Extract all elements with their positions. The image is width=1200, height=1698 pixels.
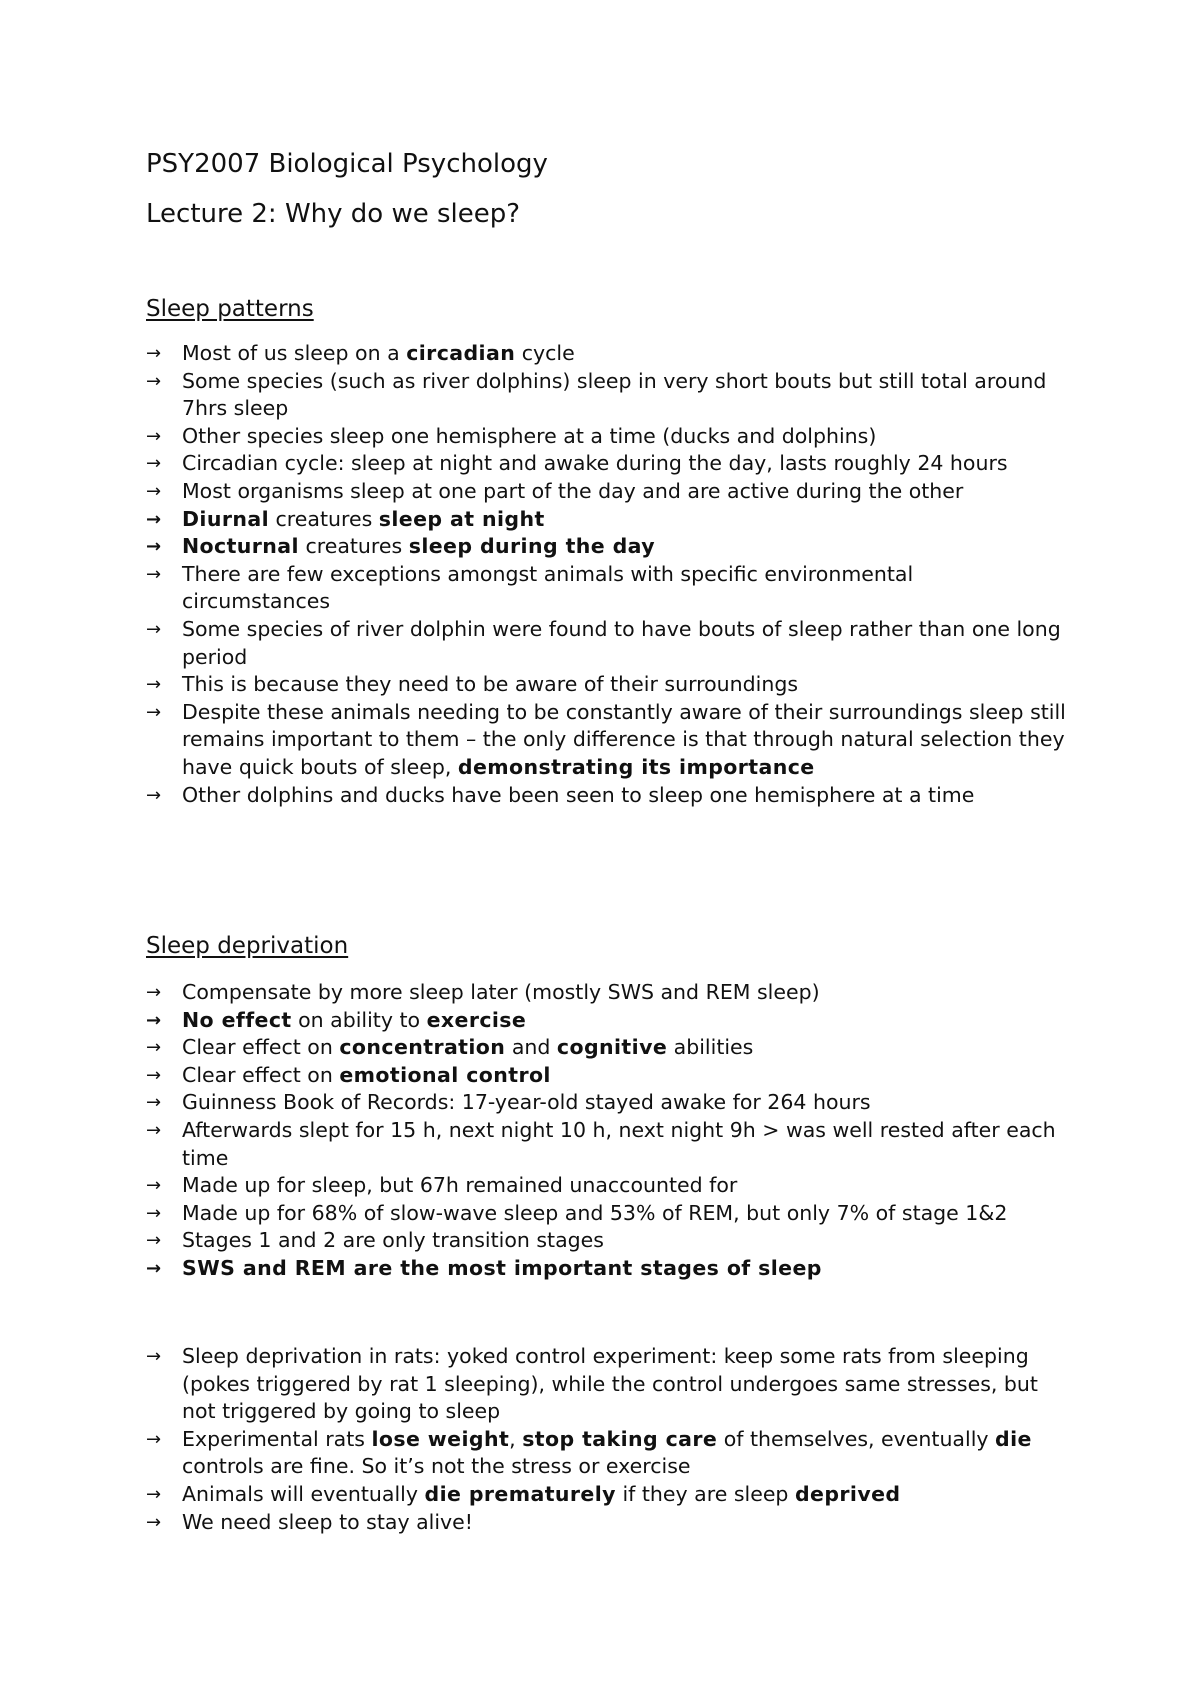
text: , xyxy=(509,1426,523,1451)
bold-text: sleep during the day xyxy=(408,534,656,559)
text: Circadian cycle: sleep at night and awake during the day, lasts roughly 24 hours xyxy=(182,451,1008,476)
text: Made up for sleep, but 67h remained unaccounted for xyxy=(182,1173,738,1198)
list-item xyxy=(146,1200,1066,1228)
section-heading-sleep-deprivation: Sleep deprivation xyxy=(146,933,349,959)
arrow-bullet-icon: → xyxy=(146,1483,162,1505)
bold-text: die prematurely xyxy=(424,1481,616,1506)
list-item xyxy=(146,1172,1066,1200)
text: Some species (such as river dolphins) sleep in very short bouts but still total around 7hrs sleep xyxy=(182,368,1047,421)
bold-text: exercise xyxy=(426,1007,527,1032)
text: Made up for 68% of slow-wave sleep and 53% of REM, but only 7% of stage 1&2 xyxy=(182,1200,1008,1225)
text: Most organisms sleep at one part of the day and are active during the other xyxy=(182,478,964,503)
text: cycle xyxy=(515,341,575,365)
arrow-bullet-icon: → xyxy=(146,425,162,447)
arrow-bullet-icon: → xyxy=(146,1175,162,1197)
text: Despite these animals needing to be constantly aware of their surroundings sleep still remains important to them – the only difference is that through natural selection they have quick bouts of sleep, xyxy=(182,699,1066,779)
arrow-bullet-icon: → xyxy=(146,1119,162,1141)
list-item xyxy=(146,1089,1066,1117)
list-item xyxy=(146,699,1066,782)
arrow-bullet-icon: → xyxy=(146,982,162,1003)
text: and xyxy=(505,1035,557,1060)
arrow-bullet-icon: → xyxy=(146,1257,162,1279)
section-heading-sleep-patterns: Sleep patterns xyxy=(146,296,314,322)
text: if they are sleep xyxy=(615,1481,795,1506)
list-item xyxy=(146,1227,1066,1255)
arrow-bullet-icon: → xyxy=(146,370,162,392)
arrow-bullet-icon: → xyxy=(146,701,162,723)
text: We need sleep to stay alive! xyxy=(182,1509,474,1534)
text: Sleep deprivation in rats: yoked control experiment: keep some rats from sleeping (pokes triggered by rat 1 sleeping), while the control undergoes same stresses, but not triggered by going to sleep xyxy=(182,1344,1038,1424)
text: Some species of river dolphin were found to have bouts of sleep rather than one long period xyxy=(182,616,1061,669)
list-item xyxy=(146,1117,1066,1172)
arrow-bullet-icon: → xyxy=(146,536,162,558)
sleep-deprivation-rats-list xyxy=(146,1343,1066,1536)
list-item xyxy=(146,1255,1066,1283)
arrow-bullet-icon: → xyxy=(146,1346,162,1367)
sleep-deprivation-list xyxy=(146,979,1066,1283)
text: controls are fine. So it’s not the stress or exercise xyxy=(182,1454,691,1479)
text: creatures xyxy=(269,506,379,531)
text: Most of us sleep on a xyxy=(182,341,407,365)
arrow-bullet-icon: → xyxy=(146,784,162,806)
arrow-bullet-icon: → xyxy=(146,1037,162,1059)
text: Compensate by more sleep later (mostly SWS and REM sleep) xyxy=(182,980,820,1004)
list-item xyxy=(146,506,1066,534)
arrow-bullet-icon: → xyxy=(146,1009,162,1031)
list-item xyxy=(146,1062,1066,1090)
text: Animals will eventually xyxy=(182,1481,425,1506)
list-item xyxy=(146,1007,1066,1035)
arrow-bullet-icon: → xyxy=(146,563,162,585)
list-item xyxy=(146,478,1066,506)
bold-text: stop taking care xyxy=(522,1426,718,1451)
list-item xyxy=(146,979,1066,1007)
list-item xyxy=(146,1481,1066,1509)
arrow-bullet-icon: → xyxy=(146,1092,162,1114)
text: Afterwards slept for 15 h, next night 10 h, next night 9h > was well rested after each time xyxy=(182,1117,1056,1170)
text: Guinness Book of Records: 17-year-old stayed awake for 264 hours xyxy=(182,1090,871,1115)
text: Experimental rats xyxy=(182,1426,372,1451)
arrow-bullet-icon: → xyxy=(146,508,162,530)
list-item xyxy=(146,368,1066,423)
list-item xyxy=(146,1426,1066,1481)
arrow-bullet-icon: → xyxy=(146,1202,162,1224)
text: creatures xyxy=(298,534,409,559)
bold-text: demonstrating its importance xyxy=(457,754,815,779)
arrow-bullet-icon: → xyxy=(146,453,162,475)
text: There are few exceptions amongst animals with specific environmental circumstances xyxy=(182,561,914,614)
text: of themselves, eventually xyxy=(717,1426,996,1451)
bold-text: cognitive xyxy=(556,1035,668,1060)
bold-text: lose weight xyxy=(371,1426,510,1451)
bold-text: Diurnal xyxy=(182,506,270,531)
bold-text: emotional control xyxy=(339,1062,551,1087)
arrow-bullet-icon: → xyxy=(146,480,162,502)
bold-text: No effect xyxy=(182,1007,292,1032)
bold-text: sleep at night xyxy=(378,506,545,531)
arrow-bullet-icon: → xyxy=(146,1428,162,1450)
text: abilities xyxy=(667,1035,754,1060)
text: Clear effect on xyxy=(182,1035,340,1060)
bold-text: circadian xyxy=(406,341,516,365)
text: Clear effect on xyxy=(182,1062,340,1087)
bold-text: concentration xyxy=(339,1035,506,1060)
text: Other dolphins and ducks have been seen to sleep one hemisphere at a time xyxy=(182,782,975,807)
arrow-bullet-icon: → xyxy=(146,1064,162,1086)
arrow-bullet-icon: → xyxy=(146,1511,162,1533)
list-item xyxy=(146,340,1066,368)
sleep-patterns-list xyxy=(146,340,1066,809)
text: This is because they need to be aware of their surroundings xyxy=(182,672,799,697)
list-item xyxy=(146,1509,1066,1537)
bold-text: die xyxy=(995,1426,1032,1451)
arrow-bullet-icon: → xyxy=(146,343,162,364)
text: on ability to xyxy=(291,1007,427,1032)
list-item xyxy=(146,1034,1066,1062)
text: Stages 1 and 2 are only transition stages xyxy=(182,1228,604,1253)
arrow-bullet-icon: → xyxy=(146,1230,162,1252)
list-item xyxy=(146,561,1066,616)
list-item xyxy=(146,782,1066,810)
list-item xyxy=(146,1343,1066,1426)
list-item xyxy=(146,450,1066,478)
list-item xyxy=(146,423,1066,451)
bold-text: deprived xyxy=(794,1481,901,1506)
list-item xyxy=(146,671,1066,699)
list-item xyxy=(146,616,1066,671)
text: Other species sleep one hemisphere at a time (ducks and dolphins) xyxy=(182,423,877,448)
bold-text: SWS and REM are the most important stages of sleep xyxy=(182,1255,822,1280)
lecture-title: Lecture 2: Why do we sleep? xyxy=(146,199,521,229)
bold-text: Nocturnal xyxy=(182,534,299,559)
arrow-bullet-icon: → xyxy=(146,618,162,640)
arrow-bullet-icon: → xyxy=(146,674,162,696)
course-title: PSY2007 Biological Psychology xyxy=(146,149,548,179)
list-item xyxy=(146,533,1066,561)
